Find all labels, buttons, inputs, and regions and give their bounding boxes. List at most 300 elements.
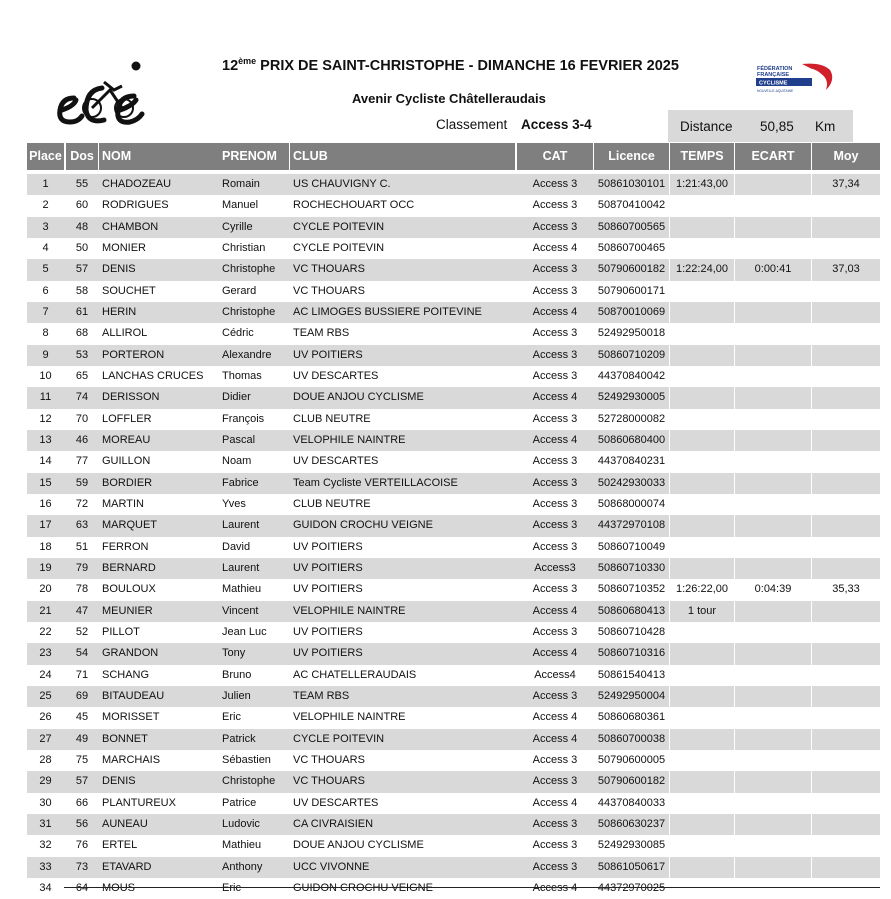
cell-place: 18 [39,540,52,553]
cell-club: CYCLE POITEVIN [293,241,385,254]
cell-cat: Access 3 [532,476,578,489]
cell-separator [811,537,812,558]
cell-licence: 50860700038 [597,732,666,745]
col-place: Place [27,143,64,170]
cell-prenom: Christophe [222,305,276,318]
cell-dos: 52 [75,625,89,638]
cell-dos: 47 [75,604,89,617]
cell-licence [594,878,669,899]
cell-prenom: Mathieu [222,839,262,852]
cell-prenom: Sébastien [222,753,271,766]
cell-place: 28 [39,753,52,766]
cell-moy: 35,33 [832,583,860,596]
cell-place: 2 [42,199,49,212]
cell-licence: 50790600171 [597,284,666,297]
cell-prenom: Christian [222,241,266,254]
cell-place: 22 [39,625,52,638]
cell-licence: 50860680413 [597,604,666,617]
cell-prenom: Alexandre [222,348,272,361]
cell-separator [734,558,735,579]
cell-nom: RODRIGUES [102,199,169,212]
cell-separator [811,643,812,664]
cell-place: 7 [42,305,49,318]
cell-separator [734,686,735,707]
cell-prenom: Cédric [222,327,254,340]
table-row [27,366,880,387]
cell-separator [734,814,735,835]
cell-separator [734,537,735,558]
table-row [27,387,880,408]
ffc-line-1: FÉDÉRATION [757,66,793,72]
cell-licence: 50242930033 [597,476,666,489]
cell-cat: Access 3 [532,775,578,788]
cell-cat: Access 3 [532,327,578,340]
cell-nom: SOUCHET [102,284,156,297]
cell-prenom: Christophe [222,775,276,788]
cell-prenom: Laurent [222,519,260,532]
distance-unit: Km [815,119,836,134]
cell-nom: MOREAU [102,433,151,446]
table-row [27,878,880,899]
cell-dos: 77 [75,455,89,468]
cell-cat: Access 4 [532,391,578,404]
table-row [27,281,880,302]
cell-cat: Access 3 [532,753,578,766]
cell-nom: DENIS [102,775,136,788]
cell-nom: DENIS [102,263,136,276]
cell-separator [669,345,670,366]
ffc-line-4: NOUVELLE-AQUITAINE [757,89,794,93]
cell-club: VELOPHILE NAINTRE [293,711,406,724]
cell-separator [669,771,670,792]
table-bottom-line [64,887,880,888]
cell-separator [811,793,812,814]
cell-cat: Access3 [534,561,576,574]
cell-separator [811,515,812,536]
cell-club: UV DESCARTES [293,369,379,382]
ffc-line-2: FRANÇAISE [757,72,790,78]
cell-separator [669,238,670,259]
cell-separator [734,302,735,323]
cell-place: 29 [39,775,52,788]
cell-prenom: Yves [222,497,246,510]
cell-separator [811,409,812,430]
cell-licence: 50790600182 [597,775,666,788]
cell-prenom: Manuel [222,199,259,212]
distance-value: 50,85 [760,119,794,134]
cell-separator [811,345,812,366]
cell-place: 34 [39,881,52,894]
cell-prenom: Fabrice [222,476,259,489]
cell-dos: 60 [75,199,89,212]
cell-place: 3 [42,220,49,233]
table-row [27,430,880,451]
cell-dos: 61 [75,305,89,318]
col-prenom: PRENOM [219,143,289,170]
cell-licence: 52492950004 [597,689,666,702]
cell-separator [811,302,812,323]
cell-cat: Access 3 [532,284,578,297]
cell-nom: BITAUDEAU [102,689,165,702]
table-row [27,259,880,280]
cell-dos: 53 [75,348,89,361]
cell-prenom: Vincent [222,604,259,617]
cell-dos: 56 [75,817,89,830]
cell-licence: 50870410042 [597,199,666,212]
cell-separator [811,835,812,856]
cell-club: VELOPHILE NAINTRE [293,604,406,617]
cell-ecart: 0:04:39 [754,583,792,596]
cell-separator [734,473,735,494]
cell-nom: MONIER [102,241,146,254]
cell-place: 24 [39,668,52,681]
cell-separator [669,558,670,579]
cell-cat: Access 4 [532,604,578,617]
cell-licence: 50860680400 [597,433,666,446]
table-row [27,814,880,835]
col-club: CLUB [290,143,515,170]
cell-prenom: Bruno [222,668,252,681]
classement [436,117,592,132]
cell-separator [734,451,735,472]
col-licence: Licence [594,143,669,170]
cell-separator [734,857,735,878]
cell-separator [669,537,670,558]
cell-dos: 68 [75,327,89,340]
cell-separator [734,771,735,792]
cell-separator [669,195,670,216]
cell-separator [811,281,812,302]
cell-separator [811,366,812,387]
cell-licence: 52492930005 [597,391,666,404]
cell-separator [734,665,735,686]
cell-club: US CHAUVIGNY C. [293,178,391,190]
cell-club: VC THOUARS [293,284,365,297]
cell-licence: 50870010069 [597,305,666,318]
cell-separator [734,793,735,814]
cell-licence: 52492950018 [597,327,666,340]
cell-dos: 71 [75,668,89,681]
ffc-line-3: CYCLISME [759,80,788,87]
col-nom: NOM [99,143,219,170]
cell-nom: PLANTUREUX [102,796,176,809]
cell-place: 32 [39,839,52,852]
cell-club: DOUE ANJOU CYCLISME [293,391,424,404]
cell-cat: Access 4 [532,796,578,809]
cell-club: UV DESCARTES [293,796,379,809]
cell-cat: Access 4 [532,241,578,254]
cell-separator [669,451,670,472]
cell-place: 17 [39,519,52,532]
cell-licence: 50868000074 [597,497,666,510]
cell-club: CLUB NEUTRE [293,412,371,425]
cell-separator [734,515,735,536]
cell-cat: Access 3 [532,178,578,190]
cell-separator [811,878,812,899]
table-row [27,707,880,728]
cell-separator [734,707,735,728]
cell-separator [811,857,812,878]
cell-separator [669,814,670,835]
table-row [27,473,880,494]
cell-prenom: Tony [222,647,246,660]
cell-dos: 63 [75,519,89,532]
cell-separator [734,430,735,451]
cell-separator [669,878,670,899]
cell-place: 19 [39,561,52,574]
cell-dos: 79 [75,561,89,574]
cell-nom [102,878,219,899]
cell-separator [669,665,670,686]
cell-separator [811,558,812,579]
cell-cat: Access 3 [532,839,578,852]
cell-cat: Access 3 [532,689,578,702]
cell-dos: 48 [75,220,89,233]
table-row [27,579,880,600]
organizer-name: Avenir Cycliste Châtelleraudais [352,91,546,106]
cell-prenom: Jean Luc [222,625,267,638]
cell-dos: 57 [75,775,89,788]
cell-club: Team Cycliste VERTEILLACOISE [293,476,458,489]
cell-licence: 50860710316 [597,647,666,660]
cell-separator [811,707,812,728]
cell-place: 20 [39,583,52,596]
cell-club: UV POITIERS [293,583,363,596]
cell-cat: Access 3 [532,263,578,276]
table-row [27,238,880,259]
cell-temps: 1 tour [687,604,717,617]
cell-licence: 50860700465 [597,241,666,254]
cell-nom: LOFFLER [102,412,152,425]
cell-cat: Access 3 [532,412,578,425]
cell-nom: PORTERON [102,348,165,361]
cell-separator [669,750,670,771]
cell-club: CLUB NEUTRE [293,497,371,510]
cell-nom: AUNEAU [102,817,148,830]
table-row [27,174,880,195]
cell-place: 26 [39,711,52,724]
cell-licence: 50860710330 [597,561,666,574]
cell-separator [811,494,812,515]
cell-separator [811,195,812,216]
cell-place: 6 [42,284,49,297]
cell-separator [734,494,735,515]
cell-licence: 50861030101 [597,178,666,190]
cell-nom: MEUNIER [102,604,153,617]
cell-temps: 1:21:43,00 [676,178,728,190]
table-row [27,409,880,430]
cell-separator [669,835,670,856]
cell-nom: MORISSET [102,711,160,724]
table-row [27,494,880,515]
cell-cat [517,878,593,899]
cell-dos: 73 [75,860,89,873]
cell-cat: Access 4 [532,305,578,318]
table-row [27,686,880,707]
cell-separator [734,238,735,259]
cell-separator [669,643,670,664]
table-header [27,143,880,170]
cell-prenom: Laurent [222,561,260,574]
cell-prenom: Cyrille [222,220,253,233]
cell-separator [811,238,812,259]
cell-club: AC CHATELLERAUDAIS [293,668,417,681]
cell-separator [734,601,735,622]
cell-prenom: Ludovic [222,817,260,830]
col-moy: Moy [812,143,880,170]
distance-box [668,110,853,142]
cell-dos: 57 [75,263,89,276]
cell-nom: PILLOT [102,625,140,638]
cell-dos: 46 [75,433,89,446]
cell-separator [669,707,670,728]
cell-nom: MARQUET [102,519,157,532]
cell-club: UV POITIERS [293,348,363,361]
cell-place: 4 [42,241,49,254]
cell-place: 13 [39,433,52,446]
cell-separator [669,366,670,387]
cell-licence: 44370840042 [597,369,666,382]
cell-separator [734,643,735,664]
cell-place: 9 [42,348,49,361]
cell-licence: 50861050617 [597,860,666,873]
cell-nom: BOULOUX [102,583,156,596]
cell-nom: BERNARD [102,561,156,574]
table-row [27,451,880,472]
cell-separator [669,302,670,323]
cell-nom: GUILLON [102,455,151,468]
cell-cat: Access 3 [532,369,578,382]
cell-separator [811,473,812,494]
cell-moy: 37,34 [832,178,860,190]
cell-cat: Access4 [534,668,576,681]
cell-separator [734,622,735,643]
cell-separator [811,451,812,472]
cell-prenom: Julien [222,689,251,702]
cell-dos: 72 [75,497,89,510]
cell-separator [669,217,670,238]
table-row [27,323,880,344]
results-table [27,174,880,899]
table-row [27,515,880,536]
cell-licence: 52728000082 [597,412,666,425]
table-row [27,622,880,643]
table-row [27,302,880,323]
col-ecart: ECART [735,143,811,170]
table-row [27,195,880,216]
cell-prenom: Patrick [222,732,256,745]
cell-ecart: 0:00:41 [754,263,792,276]
cell-prenom: Anthony [222,860,263,873]
club-logo [52,60,158,130]
cell-licence: 52492930085 [597,839,666,852]
cell-dos: 66 [75,796,89,809]
cell-cat: Access 3 [532,860,578,873]
col-temps: TEMPS [670,143,734,170]
cell-club [293,878,515,899]
cell-separator [811,814,812,835]
cell-dos: 55 [75,178,89,190]
cell-cat: Access 3 [532,220,578,233]
cell-separator [734,366,735,387]
cell-place: 33 [39,860,52,873]
cell-separator [734,729,735,750]
table-row [27,771,880,792]
cell-separator [734,174,735,195]
cell-club: VC THOUARS [293,753,365,766]
cell-dos: 75 [75,753,89,766]
cell-separator [669,793,670,814]
table-row [27,835,880,856]
cell-prenom: Patrice [222,796,257,809]
cell-cat: Access 3 [532,348,578,361]
table-row [27,750,880,771]
cell-separator [734,387,735,408]
cell-club: UV POITIERS [293,647,363,660]
cell-licence: 44370840231 [597,455,666,468]
cell-nom: BONNET [102,732,148,745]
cell-place: 8 [42,327,49,340]
cell-separator [734,195,735,216]
cell-licence: 50860710428 [597,625,666,638]
cell-cat: Access 3 [532,497,578,510]
cell-separator [811,387,812,408]
cell-dos: 78 [75,583,89,596]
cell-club: UV POITIERS [293,561,363,574]
cell-prenom: François [222,412,265,425]
cell-cat: Access 4 [532,732,578,745]
cell-nom: CHAMBON [102,220,159,233]
cell-dos: 49 [75,732,89,745]
cell-separator [734,217,735,238]
table-row [27,857,880,878]
cell-separator [811,622,812,643]
cell-club: CYCLE POITEVIN [293,220,385,233]
cell-club: UV POITIERS [293,540,363,553]
cell-separator [669,857,670,878]
cell-cat: Access 4 [532,433,578,446]
col-cat: CAT [517,143,593,170]
cell-place: 5 [42,263,49,276]
cell-nom: DERISSON [102,391,160,404]
ffc-logo [756,62,834,94]
cell-separator [669,729,670,750]
cell-club: GUIDON CROCHU VEIGNE [293,519,433,532]
cell-cat: Access 3 [532,625,578,638]
cell-nom: GRANDON [102,647,159,660]
cell-dos: 51 [75,540,89,553]
cell-prenom: Gerard [222,284,257,297]
cell-dos: 74 [75,391,89,404]
cell-prenom: Mathieu [222,583,262,596]
cell-nom: FERRON [102,540,149,553]
cell-club: ROCHECHOUART OCC [293,199,415,212]
cell-prenom: David [222,540,251,553]
cell-place: 1 [42,178,49,190]
classement-value: Access 3-4 [521,117,592,132]
cell-separator [669,281,670,302]
cell-place: 27 [39,732,52,745]
cell-place: 25 [39,689,52,702]
cell-club: AC LIMOGES BUSSIERE POITEVINE [293,305,482,318]
cell-club: CA CIVRAISIEN [293,817,374,830]
cell-prenom: Didier [222,391,251,404]
table-row [27,793,880,814]
cell-place: 15 [39,476,52,489]
cell-licence: 50790600182 [597,263,666,276]
cell-prenom: Christophe [222,263,276,276]
page-title: 12ème PRIX DE SAINT-CHRISTOPHE - DIMANCHE 16 FEVRIER 2025 [222,56,679,74]
